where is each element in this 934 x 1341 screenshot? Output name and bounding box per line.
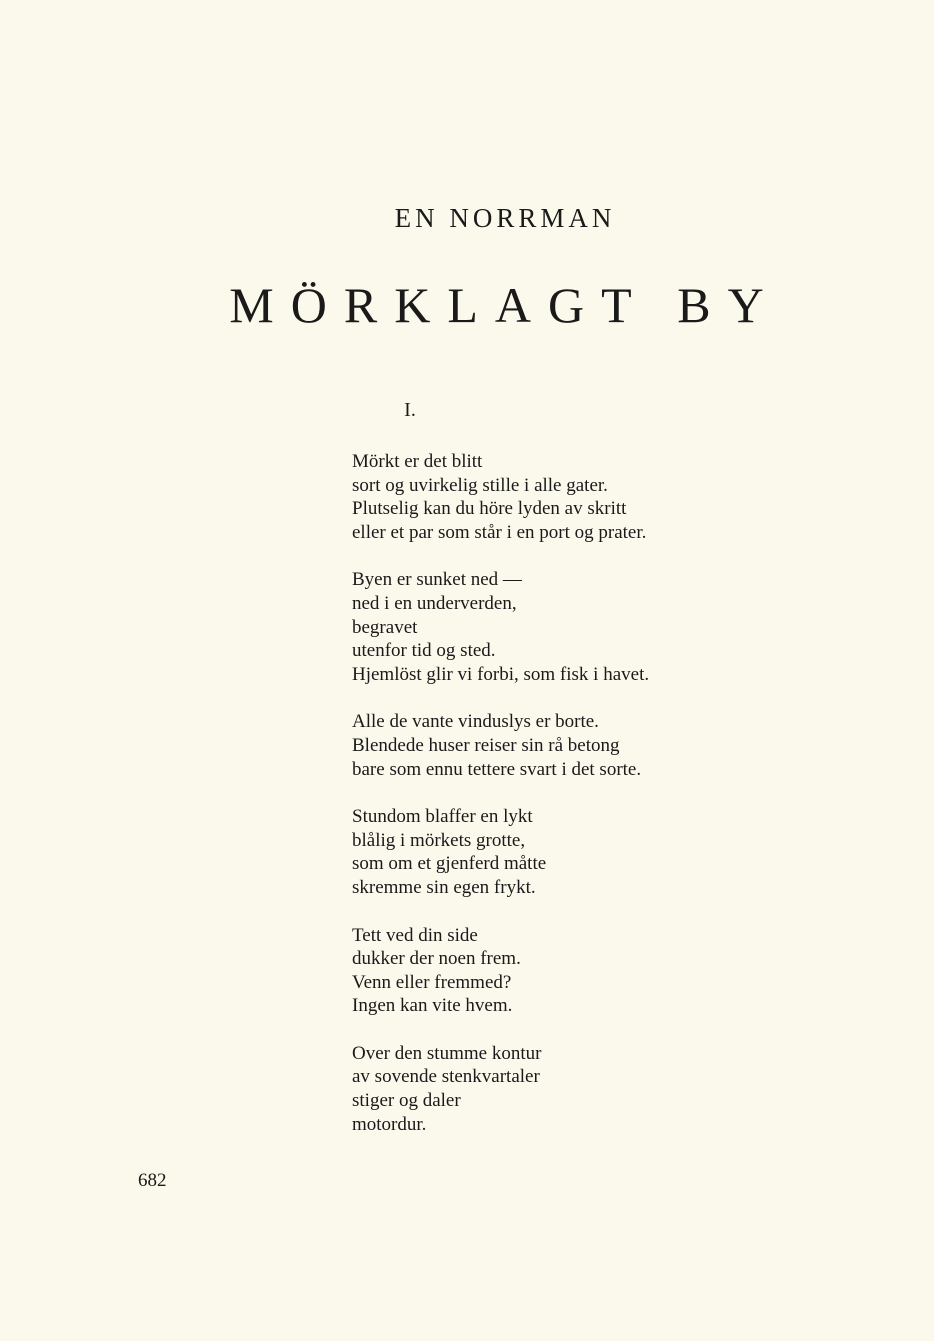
poem-line: Stundom blaffer en lykt [352,806,533,828]
poem-line: Plutselig kan du höre lyden av skritt [352,498,627,520]
poem-line: motordur. [352,1113,427,1135]
poem-line: som om et gjenferd måtte [352,853,547,875]
poem-line: skremme sin egen frykt. [352,876,536,898]
poem-body [352,450,912,1160]
poem-line: Over den stumme kontur [352,1042,542,1064]
poem-line: stiger og daler [352,1090,461,1112]
poem-line: Hjemlöst glir vi forbi, som fisk i havet. [352,663,650,685]
stanza [352,568,912,686]
poem-title: MÖRKLAGT BY [229,277,781,333]
poem-line: Tett ved din side [352,924,478,946]
poem-line: Blendede huser reiser sin rå betong [352,734,620,756]
poem-line: sort og uvirkelig stille i alle gater. [352,474,608,496]
poem-line: Byen er sunket ned — [352,569,522,591]
poem-line: Venn eller fremmed? [352,971,512,993]
poem-line: blålig i mörkets grotte, [352,829,526,851]
stanza [352,710,912,781]
poem-line: Mörkt er det blitt [352,451,483,472]
poem-line: ned i en underverden, [352,592,517,614]
author-name: EN NORRMAN [394,203,616,233]
page-number: 682 [138,1170,167,1191]
poem-line: Alle de vante vinduslys er borte. [352,711,599,733]
poem-line: av sovende stenkvartaler [352,1066,540,1088]
poem-line: eller et par som står i en port og prater. [352,521,647,543]
poem-line: Ingen kan vite hvem. [352,995,513,1017]
poem-line: bare som ennu tettere svart i det sorte. [352,758,642,780]
poem-line: utenfor tid og sted. [352,640,496,662]
poem-line: dukker der noen frem. [352,948,521,970]
section-number: I. [404,399,416,421]
poem-line: begravet [352,616,418,638]
stanza [352,450,912,544]
stanza [352,924,912,1018]
stanza [352,1042,912,1136]
stanza [352,805,912,899]
